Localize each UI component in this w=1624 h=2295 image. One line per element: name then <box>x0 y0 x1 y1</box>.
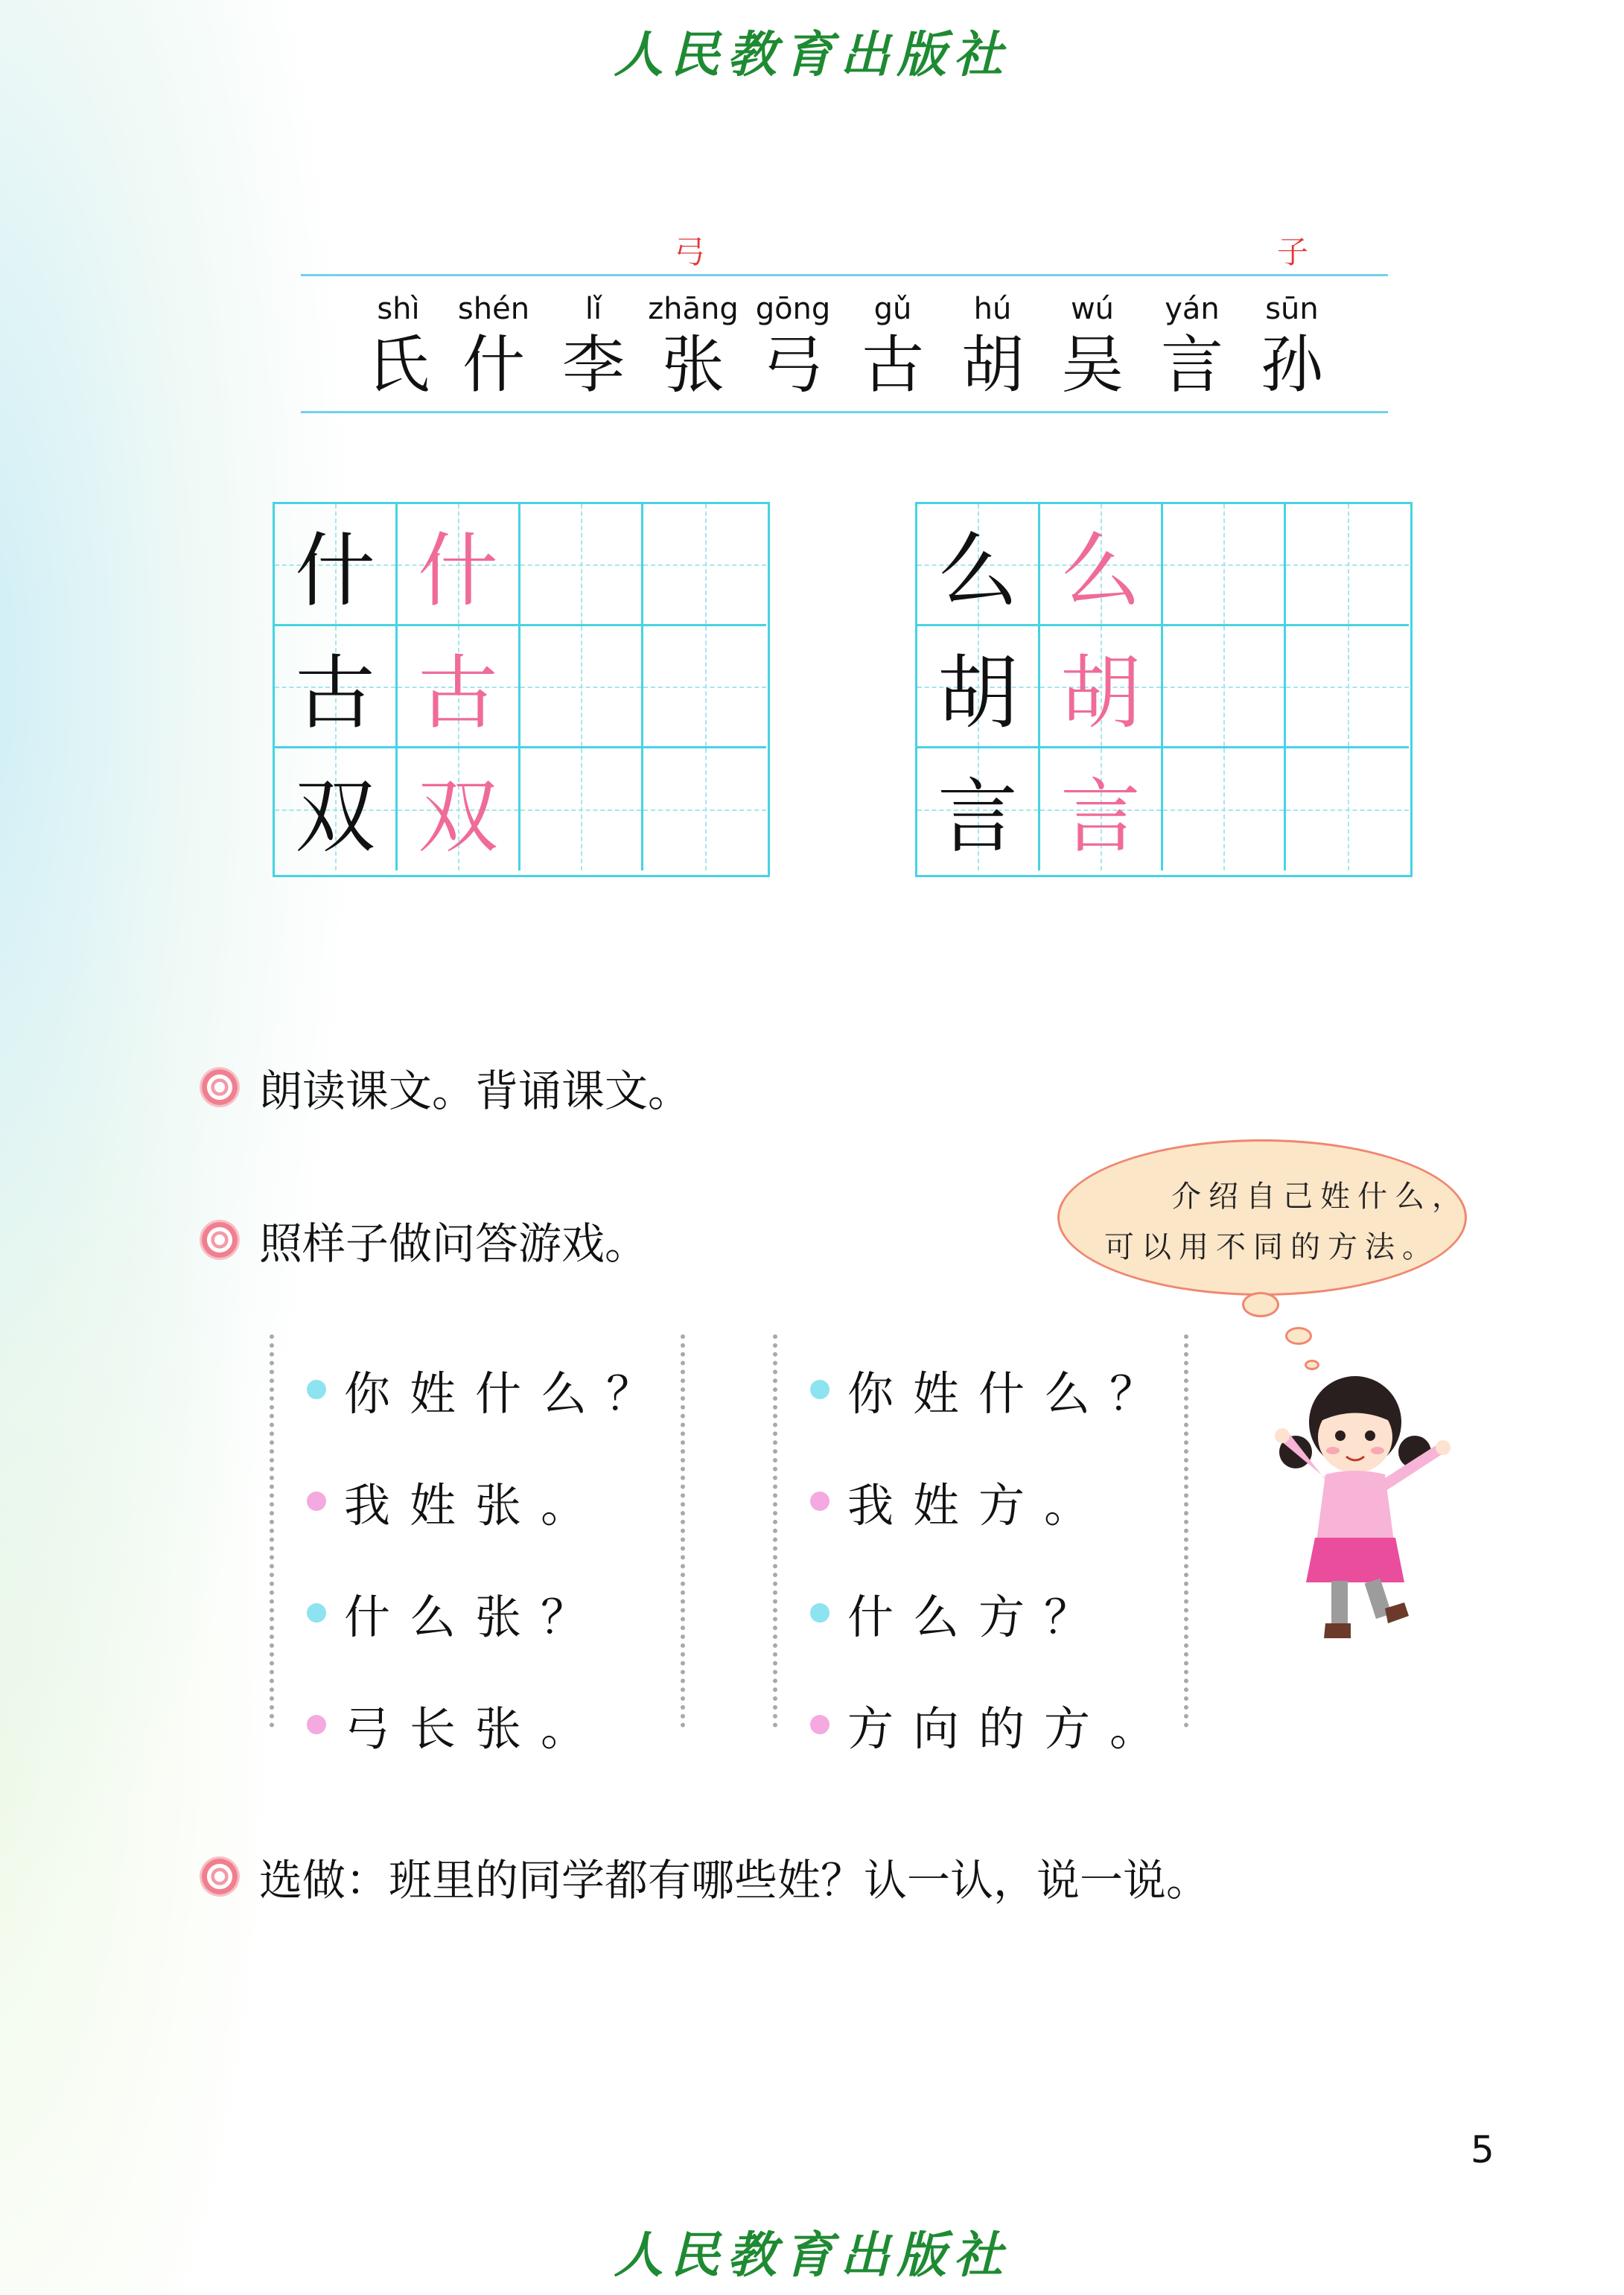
writing-grid-left <box>273 502 770 877</box>
flower-bullet-icon <box>200 1067 240 1107</box>
pinyin: zhāng <box>648 292 739 326</box>
grid-cell-model: 言 <box>917 748 1040 870</box>
grid-cell-trace: 胡 <box>1040 626 1163 748</box>
strip-top-rule <box>301 274 1388 276</box>
task-text: 照样子做问答游戏。 <box>259 1218 649 1269</box>
grid-cell-trace: 双 <box>398 748 520 870</box>
pinyin: shì <box>377 292 420 326</box>
hanzi: 张 <box>661 328 725 401</box>
dialogue-line: 我姓张。 <box>307 1471 606 1531</box>
dialogue-line: 方向的方。 <box>810 1695 1175 1754</box>
dialogue-line: 你姓什么？ <box>810 1360 1175 1419</box>
bubble-line-2: 可以用不同的方法。 <box>1104 1230 1439 1264</box>
hanzi: 古 <box>861 328 924 401</box>
bubble-puff <box>1242 1292 1279 1317</box>
grid-cell-empty <box>520 748 643 870</box>
grid-row <box>917 748 1410 870</box>
grid-cell-empty <box>520 626 643 748</box>
publisher-header: 人民教育出版社 <box>614 25 1010 83</box>
bubble-puff <box>1305 1360 1319 1370</box>
task-read <box>200 1057 691 1117</box>
grid-cell-model: 胡 <box>917 626 1040 748</box>
grid-cell-empty <box>1286 748 1409 870</box>
hanzi: 言 <box>1160 328 1223 401</box>
char-gong <box>745 292 841 401</box>
task-optional <box>200 1847 1209 1906</box>
girl-skirt <box>1306 1538 1404 1582</box>
grid-row <box>917 626 1410 748</box>
grid-cell-trace: 么 <box>1040 504 1163 626</box>
page-number: 5 <box>1471 2128 1494 2171</box>
hanzi: 吴 <box>1060 328 1124 401</box>
radical-zi: 子 <box>1277 234 1309 270</box>
dialogue-panel-left <box>270 1334 685 1756</box>
girl-illustration <box>1266 1370 1459 1646</box>
pinyin: gǔ <box>873 292 912 326</box>
pink-dot-icon <box>307 1715 326 1734</box>
publisher-footer: 人民教育出版社 <box>614 2226 1010 2284</box>
grid-cell-model: 古 <box>275 626 398 748</box>
hanzi: 孙 <box>1260 328 1323 401</box>
char-zhang <box>645 292 742 401</box>
hanzi: 胡 <box>961 328 1024 401</box>
char-sun <box>1244 292 1340 401</box>
pink-dot-icon <box>810 1715 829 1734</box>
blue-dot-icon <box>810 1380 829 1399</box>
grid-cell-empty <box>1163 748 1286 870</box>
task-text: 朗读课文。背诵课文。 <box>259 1066 692 1116</box>
writing-grid-right <box>915 502 1413 877</box>
dialogue-line: 我姓方。 <box>810 1471 1109 1531</box>
grid-cell-empty <box>1163 626 1286 748</box>
grid-row <box>275 504 768 626</box>
bubble-line-1: 介绍自己姓什么， <box>1171 1180 1469 1214</box>
bubble-puff <box>1285 1327 1312 1345</box>
pinyin: gōng <box>755 292 831 326</box>
grid-row <box>917 504 1410 626</box>
hanzi: 弓 <box>761 328 824 401</box>
grid-row <box>275 748 768 870</box>
pinyin: hú <box>973 292 1012 326</box>
char-li <box>545 292 642 401</box>
blue-dot-icon <box>307 1603 326 1623</box>
grid-cell-trace: 什 <box>398 504 520 626</box>
grid-cell-model: 么 <box>917 504 1040 626</box>
pinyin: yán <box>1165 292 1220 326</box>
hanzi: 氏 <box>366 328 430 401</box>
dialogue-line: 什么方？ <box>810 1583 1109 1643</box>
flower-bullet-icon <box>200 1856 240 1897</box>
pinyin: shén <box>457 292 530 326</box>
grid-row <box>275 626 768 748</box>
char-gu <box>844 292 941 401</box>
grid-cell-empty <box>1286 626 1409 748</box>
grid-cell-trace: 古 <box>398 626 520 748</box>
pink-dot-icon <box>810 1492 829 1511</box>
dialogue-line: 你姓什么？ <box>307 1360 672 1419</box>
char-wu <box>1044 292 1141 401</box>
grid-cell-empty <box>643 748 766 870</box>
grid-cell-empty <box>520 504 643 626</box>
task-game <box>200 1210 648 1270</box>
grid-cell-model: 双 <box>275 748 398 870</box>
char-yan <box>1144 292 1241 401</box>
task-text: 选做：班里的同学都有哪些姓？认一认，说一说。 <box>259 1855 1210 1906</box>
hanzi: 什 <box>462 328 525 401</box>
thought-bubble <box>1057 1139 1467 1296</box>
grid-cell-empty <box>643 504 766 626</box>
pinyin: lǐ <box>585 292 602 326</box>
dialogue-panel-right <box>773 1334 1188 1756</box>
grid-cell-model: 什 <box>275 504 398 626</box>
blue-dot-icon <box>810 1603 829 1623</box>
grid-cell-empty <box>643 626 766 748</box>
char-shen <box>445 292 542 401</box>
pinyin: sūn <box>1265 292 1319 326</box>
radical-gong: 弓 <box>674 234 706 270</box>
flower-bullet-icon <box>200 1220 240 1260</box>
pink-dot-icon <box>307 1492 326 1511</box>
pinyin: wú <box>1070 292 1115 326</box>
strip-bottom-rule <box>301 411 1388 413</box>
grid-cell-trace: 言 <box>1040 748 1163 870</box>
dialogue-line: 弓长张。 <box>307 1695 606 1754</box>
char-shi <box>350 292 447 401</box>
blue-dot-icon <box>307 1380 326 1399</box>
char-hu <box>944 292 1041 401</box>
dialogue-line: 什么张？ <box>307 1583 606 1643</box>
grid-cell-empty <box>1163 504 1286 626</box>
hanzi: 李 <box>561 328 625 401</box>
grid-cell-empty <box>1286 504 1409 626</box>
